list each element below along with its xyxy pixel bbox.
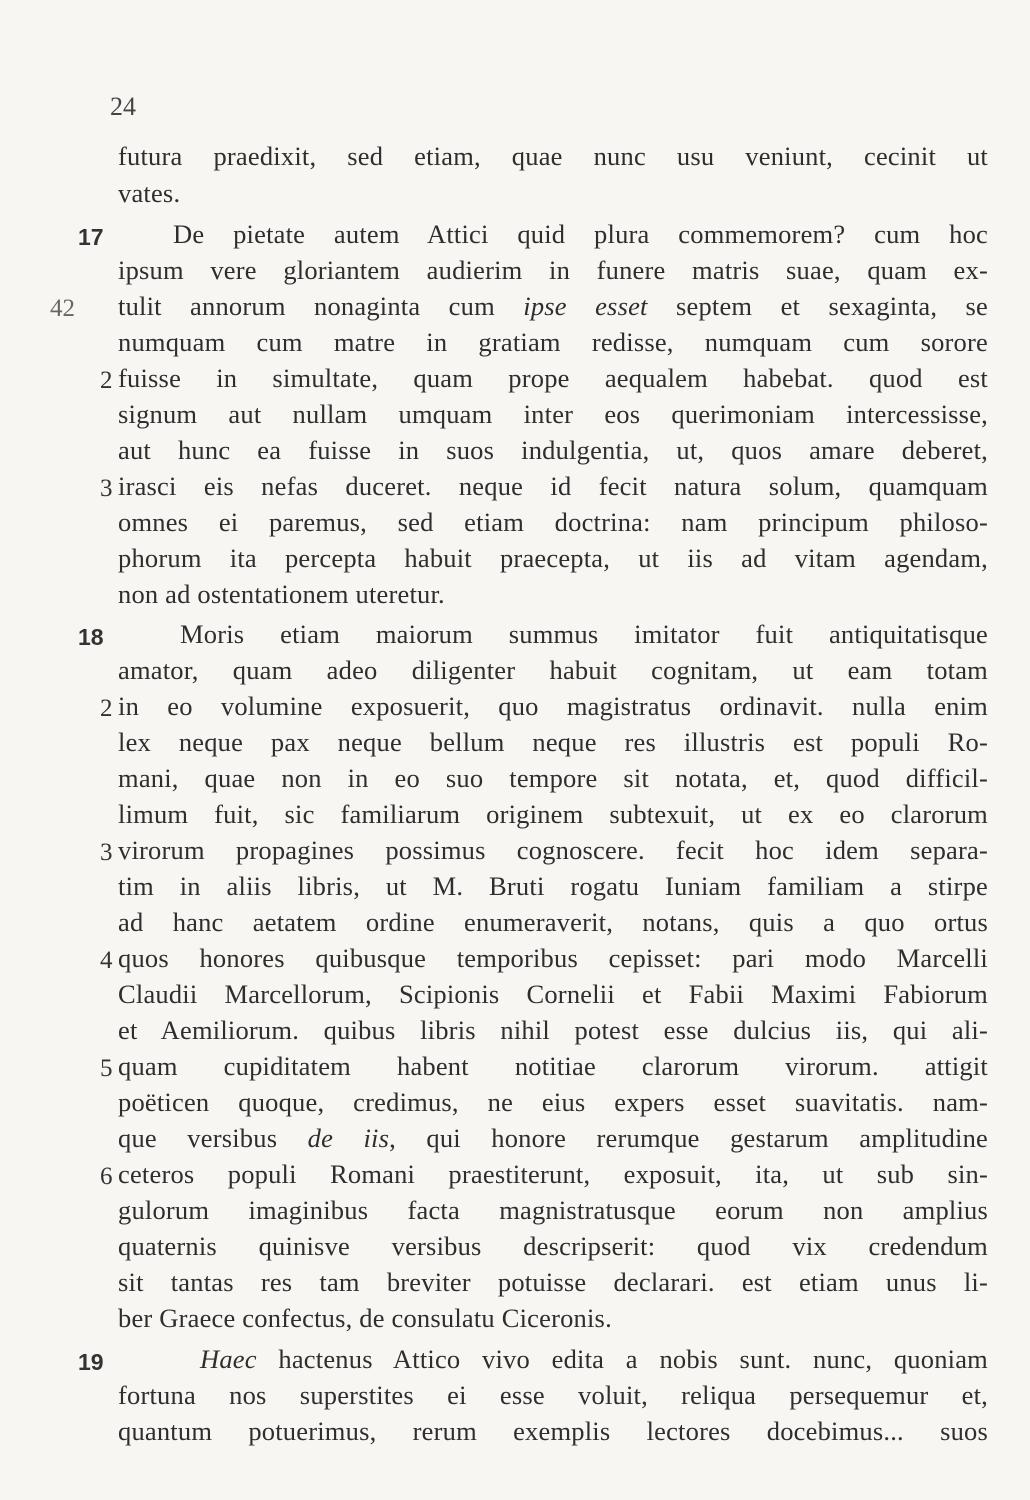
text-line: aut hunc ea fuisse in suos indulgentia, ut, quos amare deberet,	[118, 435, 988, 465]
text-line: fortuna nos superstites ei esse voluit, reliqua persequemur et,	[118, 1380, 988, 1410]
page-number: 24	[110, 92, 136, 121]
section-number: 4	[100, 947, 113, 974]
text-line: tim in aliis libris, ut M. Bruti rogatu Iuniam familiam a stirpe	[118, 871, 988, 901]
text-line: Haec hactenus Attico vivo edita a nobis sunt. nunc, quoniam	[200, 1344, 988, 1374]
text-line: sit tantas res tam breviter potuisse declarari. est etiam unus li-	[118, 1267, 988, 1297]
text-line: fuisse in simultate, quam prope aequalem habebat. quod est	[118, 363, 988, 393]
text-line: amator, quam adeo diligenter habuit cognitam, ut eam totam	[118, 655, 988, 685]
text-line: De pietate autem Attici quid plura commemorem? cum hoc	[173, 219, 988, 249]
section-number: 3	[100, 839, 113, 866]
text-line: quaternis quinisve versibus descripserit: quod vix credendum	[118, 1231, 988, 1261]
section-number: 5	[100, 1055, 113, 1082]
text-line: quam cupiditatem habent notitiae clarorum virorum. attigit	[118, 1051, 988, 1081]
chapter-number: 17	[78, 224, 104, 250]
text-line: quantum potuerimus, rerum exemplis lectores docebimus... suos	[118, 1416, 988, 1446]
text-line: phorum ita percepta habuit praecepta, ut iis ad vitam agendam,	[118, 543, 988, 573]
text-line: et Aemiliorum. quibus libris nihil potest esse dulcius iis, qui ali-	[118, 1015, 988, 1045]
section-number: 2	[100, 695, 113, 722]
text-line: ipsum vere gloriantem audierim in funere matris suae, quam ex-	[118, 255, 988, 285]
chapter-number: 18	[78, 624, 104, 650]
text-line: lex neque pax neque bellum neque res illustris est populi Ro-	[118, 727, 988, 757]
text-line: Claudii Marcellorum, Scipionis Cornelii et Fabii Maximi Fabiorum	[118, 979, 988, 1009]
section-number: 3	[100, 475, 113, 502]
text-line: virorum propagines possimus cognoscere. fecit hoc idem separa-	[118, 835, 988, 865]
section-number: 2	[100, 367, 113, 394]
text-line: ad hanc aetatem ordine enumeraverit, notans, quis a quo ortus	[118, 907, 988, 937]
text-line: signum aut nullam umquam inter eos querimoniam intercessisse,	[118, 399, 988, 429]
text-line: vates.	[118, 178, 181, 208]
text-line: futura praedixit, sed etiam, quae nunc usu veniunt, cecinit ut	[118, 141, 988, 171]
text-line: tulit annorum nonaginta cum ipse esset septem et sexaginta, se	[118, 291, 988, 321]
text-line: numquam cum matre in gratiam redisse, numquam cum sorore	[118, 327, 988, 357]
section-number: 6	[100, 1163, 113, 1190]
text-line: ceteros populi Romani praestiterunt, exposuit, ita, ut sub sin-	[118, 1159, 988, 1189]
text-line: non ad ostentationem uteretur.	[118, 579, 445, 609]
page-reference: 42	[50, 295, 75, 322]
text-line: ber Graece confectus, de consulatu Ciceronis.	[118, 1303, 612, 1333]
chapter-number: 19	[78, 1349, 104, 1375]
text-line: quos honores quibusque temporibus cepisset: pari modo Marcelli	[118, 943, 988, 973]
text-line: irasci eis nefas duceret. neque id fecit natura solum, quamquam	[118, 471, 988, 501]
text-line: in eo volumine exposuerit, quo magistratus ordinavit. nulla enim	[118, 691, 988, 721]
text-line: limum fuit, sic familiarum originem subtexuit, ut ex eo clarorum	[118, 799, 988, 829]
text-line: gulorum imaginibus facta magnistratusque eorum non amplius	[118, 1195, 988, 1225]
text-line: que versibus de iis, qui honore rerumque gestarum amplitudine	[118, 1123, 989, 1153]
text-line: poëticen quoque, credimus, ne eius expers esset suavitatis. nam-	[118, 1087, 988, 1117]
text-line: Moris etiam maiorum summus imitator fuit antiquitatisque	[180, 619, 988, 649]
text-line: mani, quae non in eo suo tempore sit notata, et, quod difficil-	[118, 763, 988, 793]
text-line: omnes ei paremus, sed etiam doctrina: nam principum philoso-	[118, 507, 988, 537]
